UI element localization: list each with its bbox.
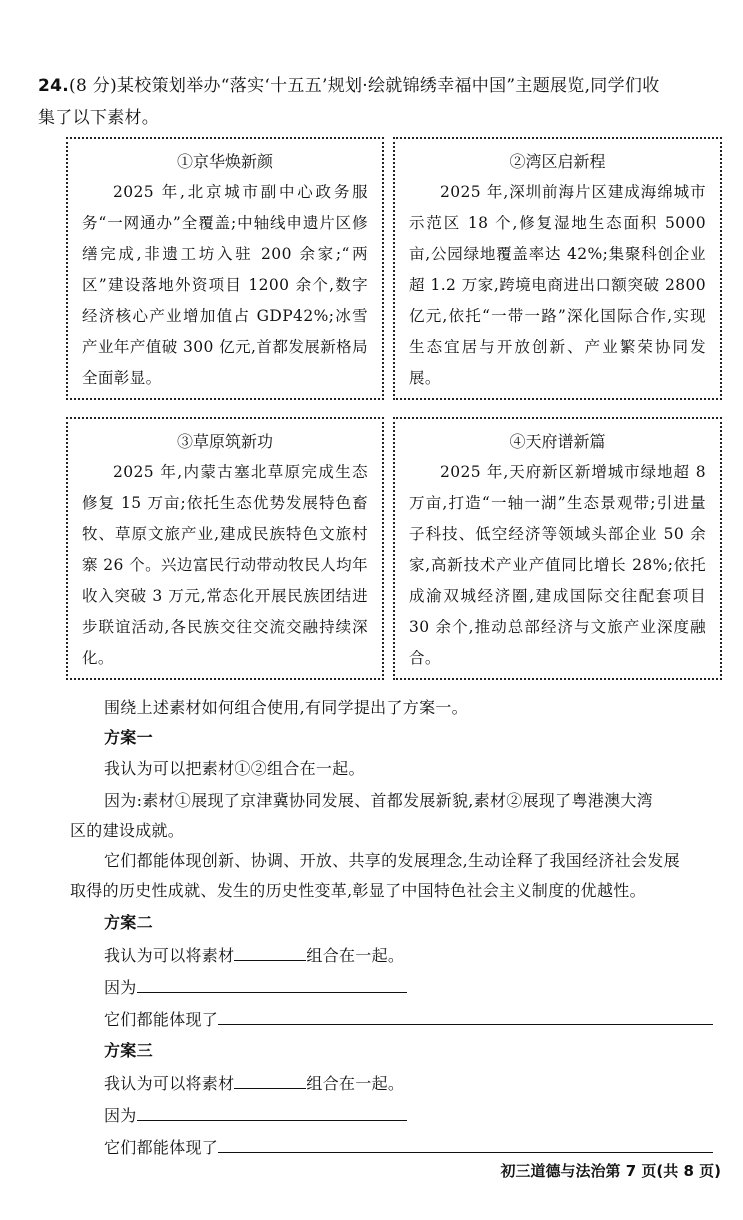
plan1-reason-line1: 因为:素材①展现了京津冀协同发展、首都发展新貌,素材②展现了粤港澳大湾 bbox=[104, 791, 653, 810]
material-title: ①京华焕新颜 bbox=[176, 152, 273, 171]
material-title: ②湾区启新程 bbox=[509, 152, 606, 171]
plan3-line1-suffix: 组合在一起。 bbox=[306, 1074, 405, 1093]
material-title: ③草原筑新功 bbox=[176, 432, 273, 451]
intro-text: 围绕上述素材如何组合使用,有同学提出了方案一。 bbox=[104, 698, 468, 717]
plan3-material-blank[interactable] bbox=[234, 1068, 306, 1089]
plan2-line1-prefix: 我认为可以将素材 bbox=[104, 946, 235, 965]
plan2-reflect-blank[interactable] bbox=[218, 1004, 713, 1025]
material-text: 2025 年,深圳前海片区建成海绵城市示范区 18 个,修复湿地生态面积 5000 亩,公园绿地覆盖率达 42%;集聚科创企业超 1.2 万家,跨境电商进出口额突破 2800 亿元,依托“一带一路”深化国际合作,实现生态宜居与开放创新、产业繁荣协同发展。 bbox=[409, 183, 706, 387]
plan3-line3 bbox=[104, 1132, 713, 1163]
plan1-reason-line2: 区的建设成就。 bbox=[70, 821, 185, 840]
plan3-heading: 方案三 bbox=[104, 1041, 153, 1060]
material-title: ④天府谱新篇 bbox=[509, 432, 606, 451]
plan2-line1-suffix: 组合在一起。 bbox=[306, 946, 405, 965]
plan3-line1-prefix: 我认为可以将素材 bbox=[104, 1074, 235, 1093]
plan3-reflect-blank[interactable] bbox=[218, 1132, 713, 1153]
plan2-because-label: 因为 bbox=[104, 978, 137, 997]
page-footer: 初三道德与法治第 7 页(共 8 页) bbox=[500, 1162, 721, 1180]
plan2-material-blank[interactable] bbox=[234, 940, 306, 961]
plan2-reflect-label: 它们都能体现了 bbox=[104, 1010, 219, 1029]
question-prompt-line1: 某校策划举办“落实‘十五五’规划·绘就锦绣幸福中国”主题展览,同学们收 bbox=[117, 76, 660, 96]
plan1-line1: 我认为可以把素材①②组合在一起。 bbox=[104, 759, 365, 778]
plan1-heading: 方案一 bbox=[104, 728, 153, 747]
material-box-4 bbox=[393, 417, 722, 680]
question-number: 24. bbox=[38, 76, 70, 96]
plan3-line2 bbox=[104, 1100, 407, 1131]
question-prompt bbox=[38, 70, 728, 134]
material-box-3 bbox=[66, 417, 384, 680]
material-box-2 bbox=[393, 137, 722, 400]
plan3-because-label: 因为 bbox=[104, 1106, 137, 1125]
plan2-line3 bbox=[104, 1004, 713, 1035]
question-score: (8 分) bbox=[69, 76, 117, 96]
plan2-heading: 方案二 bbox=[104, 913, 153, 932]
plan3-reflect-label: 它们都能体现了 bbox=[104, 1138, 219, 1157]
plan3-line1 bbox=[104, 1068, 404, 1099]
material-text: 2025 年,内蒙古塞北草原完成生态修复 15 万亩;依托生态优势发展特色畜牧、草原文旅产业,建成民族特色文旅村寨 26 个。兴边富民行动带动牧民人均年收入突破 3 万元,常态化开展民族团结进步联谊活动,各民族交往交流交融持续深化。 bbox=[82, 463, 368, 667]
material-text: 2025 年,天府新区新增城市绿地超 8 万亩,打造“一轴一湖”生态景观带;引进量子科技、低空经济等领域头部企业 50 余家,高新技术产业产值同比增长 28%;依托成渝双城经济圈,建成国际交往配套项目 30 余个,推动总部经济与文旅产业深度融合。 bbox=[409, 463, 706, 667]
plan1-concept-line2: 取得的历史性成就、发生的历史性变革,彰显了中国特色社会主义制度的优越性。 bbox=[70, 881, 646, 900]
material-text: 2025 年,北京城市副中心政务服务“一网通办”全覆盖;中轴线申遗片区修缮完成,非遗工坊入驻 200 余家;“两区”建设落地外资项目 1200 余个,数字经济核心产业增加值占 GDP42%;冰雪产业年产值破 300 亿元,首都发展新格局全面彰显。 bbox=[82, 183, 368, 387]
plan3-because-blank[interactable] bbox=[137, 1100, 407, 1121]
material-box-1 bbox=[66, 137, 384, 400]
plan2-line2 bbox=[104, 972, 407, 1003]
plan2-line1 bbox=[104, 940, 404, 971]
plan2-because-blank[interactable] bbox=[137, 972, 407, 993]
plan1-concept-line1: 它们都能体现创新、协调、开放、共享的发展理念,生动诠释了我国经济社会发展 bbox=[104, 851, 680, 870]
question-prompt-line2: 集了以下素材。 bbox=[38, 108, 160, 128]
